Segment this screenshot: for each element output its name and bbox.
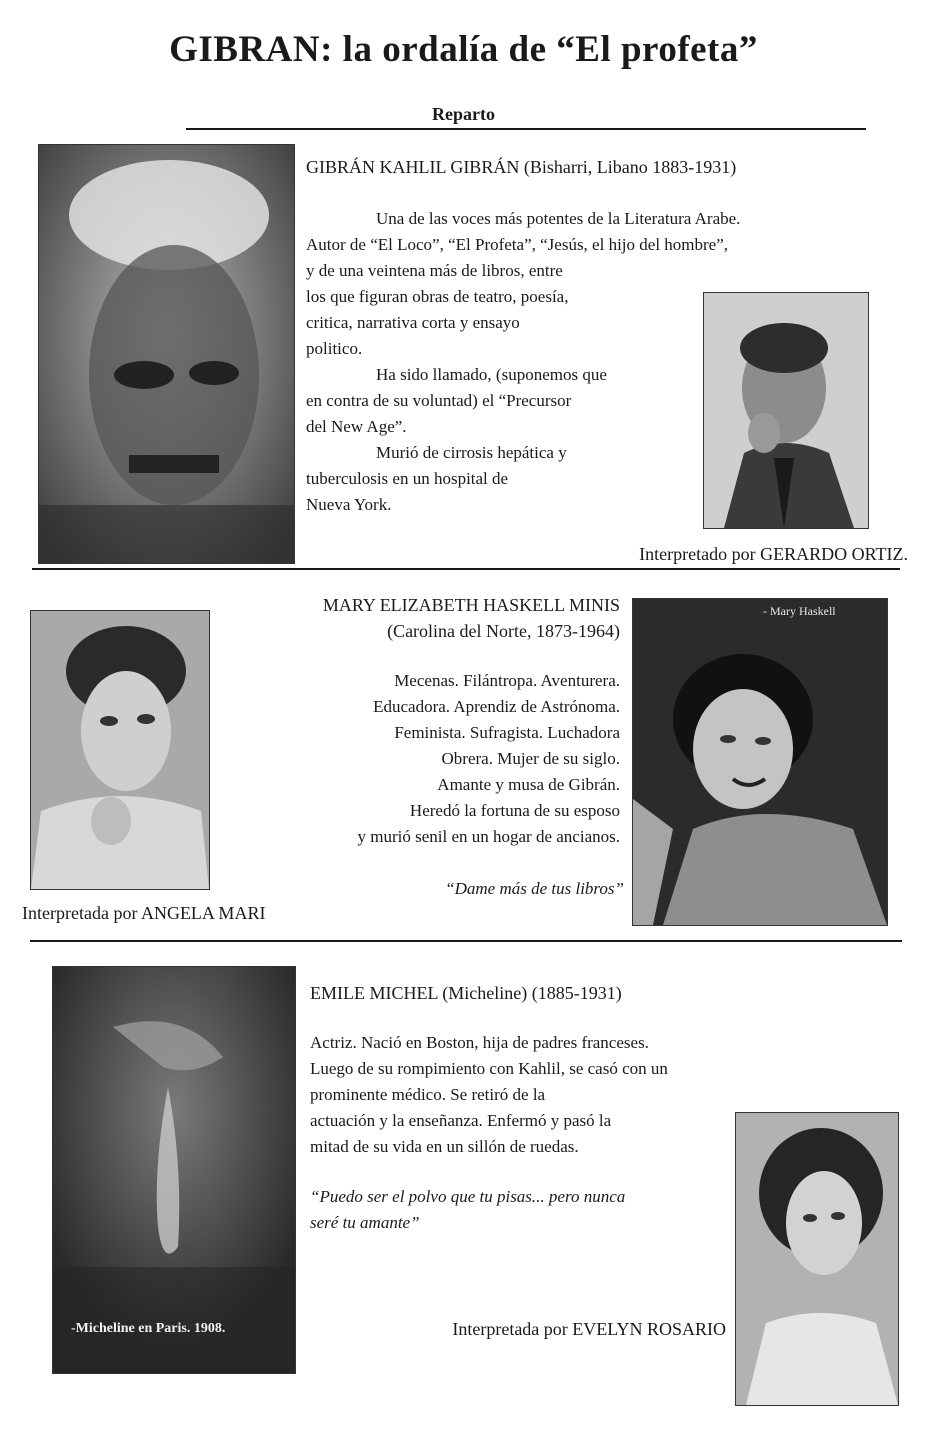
gibran-line: politico. [306, 339, 363, 358]
gibran-line: Nueva York. [306, 495, 392, 514]
gibran-line: y de una veintena más de libros, entre [306, 261, 563, 280]
emile-quote-line: seré tu amante” [310, 1213, 420, 1232]
mary-haskell-photo [632, 598, 888, 926]
mary-heading-dates: (Carolina del Norte, 1873-1964) [387, 621, 620, 641]
gibran-second-photo [703, 292, 869, 529]
gibran-line: Ha sido llamado, (suponemos que [376, 365, 607, 384]
micheline-photo [52, 966, 296, 1374]
mary-line: Mecenas. Filántropa. Aventurera. [394, 671, 620, 690]
gibran-line: los que figuran obras de teatro, poesía, [306, 287, 569, 306]
mary-line: y murió senil en un hogar de ancianos. [357, 827, 620, 846]
gibran-portrait-photo [38, 144, 295, 564]
emile-line: Luego de su rompimiento con Kahlil, se casó con un [310, 1059, 668, 1078]
micheline-photo-caption: -Micheline en Paris. 1908. [71, 1321, 226, 1336]
gibran-line: critica, narrativa corta y ensayo [306, 313, 520, 332]
mary-bio [230, 668, 620, 850]
emile-line: prominente médico. Se retiró de la [310, 1085, 546, 1104]
page-title: GIBRAN: la ordalía de “El profeta” [169, 29, 758, 70]
emile-quote-line: “Puedo ser el polvo que tu pisas... pero nunca [310, 1187, 626, 1206]
emile-credit: Interpretada por EVELYN ROSARIO [452, 1319, 726, 1339]
section-label-reparto: Reparto [432, 104, 495, 124]
mary-line: Educadora. Aprendiz de Astrónoma. [373, 697, 620, 716]
mary-line: Obrera. Mujer de su siglo. [441, 749, 620, 768]
emile-quote [310, 1184, 730, 1236]
divider [186, 128, 866, 130]
gibran-credit: Interpretado por GERARDO ORTIZ. [639, 544, 908, 564]
gibran-line: tuberculosis en un hospital de [306, 469, 509, 488]
gibran-line: Una de las voces más potentes de la Literatura Arabe. [376, 209, 741, 228]
emile-line: Actriz. Nació en Boston, hija de padres franceses. [310, 1033, 649, 1052]
emile-actress-photo [735, 1112, 899, 1406]
mary-line: Feminista. Sufragista. Luchadora [394, 723, 620, 742]
emile-heading: EMILE MICHEL (Micheline) (1885-1931) [310, 983, 622, 1003]
mary-line: Amante y musa de Gibrán. [437, 775, 620, 794]
mary-line: Heredó la fortuna de su esposo [409, 801, 620, 820]
mary-photo-caption: - Mary Haskell [763, 604, 836, 618]
gibran-heading: GIBRÁN KAHLIL GIBRÁN (Bisharri, Libano 1883-1931) [306, 157, 737, 177]
gibran-line: en contra de su voluntad) el “Precursor [306, 391, 572, 410]
emile-line: actuación y la enseñanza. Enfermó y pasó la [310, 1111, 612, 1130]
gibran-line: Murió de cirrosis hepática y [376, 443, 567, 462]
mary-heading: MARY ELIZABETH HASKELL MINIS [322, 595, 620, 615]
mary-quote: “Dame más de tus libros” [445, 879, 624, 898]
mary-actress-photo [30, 610, 210, 890]
gibran-line: del New Age”. [306, 417, 407, 436]
gibran-line: Autor de “El Loco”, “El Profeta”, “Jesús, el hijo del hombre”, [306, 235, 729, 254]
divider [32, 568, 900, 570]
emile-line: mitad de su vida en un sillón de ruedas. [310, 1137, 579, 1156]
mary-credit: Interpretada por ANGELA MARI [22, 903, 266, 923]
divider [30, 940, 902, 942]
